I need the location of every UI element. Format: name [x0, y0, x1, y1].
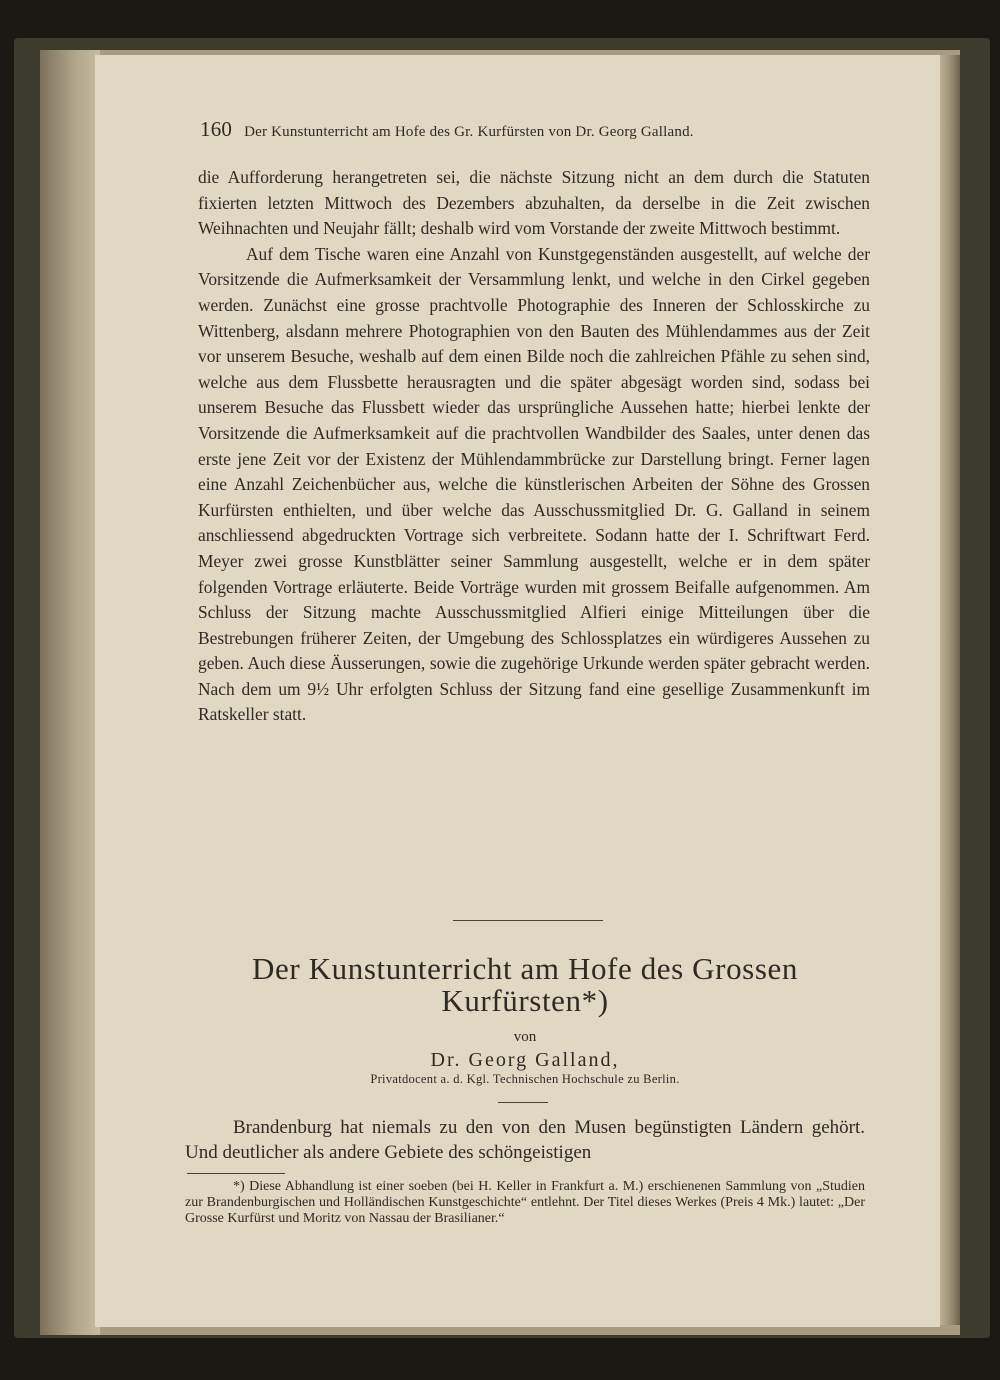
paragraph: Brandenburg hat niemals zu den von den Musen begünstigten Ländern gehört. Und deutlicher als andere Gebiete des schöngeistigen: [185, 1117, 865, 1163]
section-divider: [453, 920, 603, 921]
byline-von: von: [513, 1029, 537, 1045]
footnote: [185, 1179, 865, 1227]
footnote-text: *) Diese Abhandlung ist einer soeben (bei H. Keller in Frankfurt a. M.) erschienenen Sammlung von „Studien zur Brandenburgischen und Holländischen Kunstgeschichte“ entlehnt. Der Titel dieses Werkes (Preis 4 Mk.) lautet: „Der Grosse Kurfürst und Moritz von Nassau der Brasilianer.“: [185, 1179, 865, 1226]
paragraph: Auf dem Tische waren eine Anzahl von Kunstgegenständen ausgestellt, auf welche der Vorsitzende die Aufmerksamkeit der Versammlung lenkt, und welche in den Cirkel gegeben werden. Zunächst eine grosse prachtvolle Photographie des Inneren der Schlosskirche zu Wittenberg, alsdann mehrere Photographien von den Bauten des Mühlendammes aus der Zeit vor unserem Besuche, weshalb auf dem einen Bilde noch die zahlreichen Pfähle zu sehen sind, welche aus dem Flussbette herausragten und die später abgesägt worden sind, sodass bei unserem Besuche das Flussbett wieder das ursprüngliche Aussehen hatte; hierbei lenkte der Vorsitzende die Aufmerksamkeit auf die prachtvollen Wandbilder des Saales, unter denen das erste jene Zeit vor der Existenz der Mühlendammbrücke zur Darstellung bringt. Ferner lagen eine Anzahl Zeichenbücher aus, welche die künstlerischen Arbeiten der Söhne des Grossen Kurfürsten enthielten, und über welche das Ausschussmitglied Dr. G. Galland in seinem anschliessend abgedruckten Vortrage sich verbreitete. Sodann hatte der I. Schriftwart Ferd. Meyer zwei grosse Kunstblätter seiner Sammlung ausgestellt, welche er in dem später folgenden Vortrage erläuterte. Beide Vorträge wurden mit grossem Beifalle aufgenommen. Am Schluss der Sitzung machte Ausschussmitglied Alfieri einige Mitteilungen über die Bestrebungen früherer Zeiten, der Umgebung des Schlossplatzes ein würdigeres Aussehen zu geben. Auch diese Äusserungen, sowie die zugehörige Urkunde werden später gebracht werden. Nach dem um 9½ Uhr erfolgten Schluss der Sitzung fand eine gesellige Zusammenkunft im Ratskeller statt.: [198, 243, 870, 725]
paragraph: die Aufforderung herangetreten sei, die nächste Sitzung nicht an dem durch die Statuten fixierten letzten Mittwoch des Dezembers abzuhalten, da derselbe in die Zeit zwischen Weihnachten und Neujahr fällt; deshalb wird vom Vorstande der zweite Mittwoch bestimmt.: [198, 167, 870, 239]
page-edge-left: [40, 50, 100, 1335]
footnote-rule: [187, 1173, 285, 1174]
report-body: [198, 165, 870, 728]
book-page: [95, 55, 940, 1327]
article-intro: [185, 1115, 865, 1165]
article-title: Der Kunstunterricht am Hofe des Grossen Kurfürsten*): [252, 951, 798, 1018]
author-affiliation: Privatdocent a. d. Kgl. Technischen Hochschule zu Berlin.: [370, 1072, 680, 1086]
page-number: 160: [200, 117, 233, 141]
running-head: [200, 117, 940, 142]
running-head-title: Der Kunstunterricht am Hofe des Gr. Kurfürsten von Dr. Georg Galland.: [244, 124, 694, 140]
article-author: Dr. Georg Galland,: [430, 1049, 620, 1071]
title-divider: [498, 1102, 548, 1103]
